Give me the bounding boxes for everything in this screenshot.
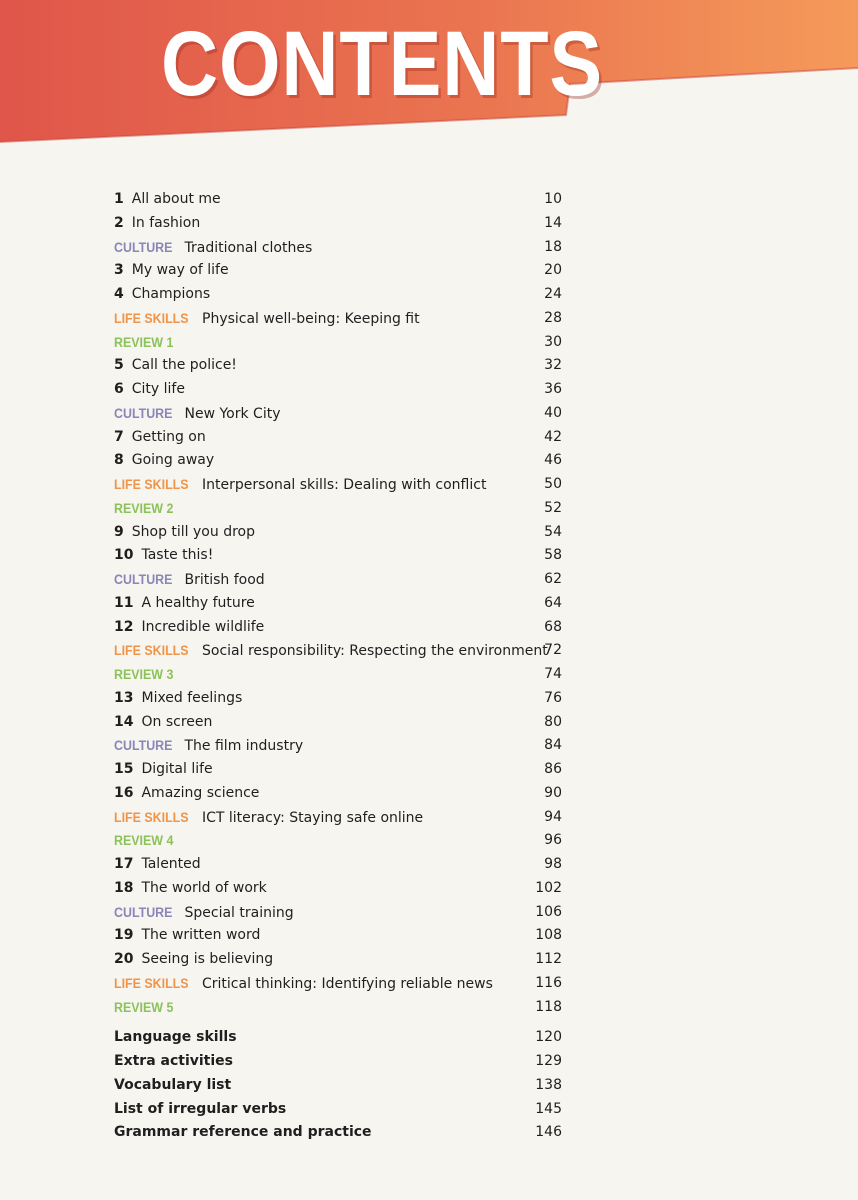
toc-entry[interactable] — [114, 853, 562, 877]
page-number: 90 — [544, 784, 562, 801]
toc-entry[interactable] — [114, 307, 562, 331]
entry-title: ICT literacy: Staying safe online — [202, 809, 424, 826]
page-number: 54 — [544, 523, 562, 540]
page-number: 74 — [544, 666, 562, 682]
section-tag: REVIEW 5 — [114, 999, 174, 1015]
unit-number: 11 — [114, 594, 134, 611]
entry-title: Traditional clothes — [184, 239, 313, 256]
entry-title: In fashion — [131, 214, 201, 231]
page-number: 58 — [544, 547, 562, 564]
toc-entry-text — [114, 639, 548, 664]
section-tag: REVIEW 3 — [114, 667, 174, 682]
toc-entry[interactable] — [114, 331, 562, 355]
page-number: 98 — [544, 856, 562, 872]
toc-entry-text — [114, 996, 186, 1021]
entry-title: Mixed feelings — [141, 689, 243, 706]
toc-entry-text — [114, 806, 423, 831]
entry-title: Taste this! — [141, 547, 214, 564]
toc-entry-text — [114, 972, 493, 997]
entry-title: Getting on — [131, 428, 206, 445]
unit-number: 15 — [114, 761, 134, 777]
page-number: 145 — [535, 1100, 562, 1117]
unit-number: 9 — [114, 523, 124, 540]
section-spacer — [114, 1019, 562, 1026]
entry-title: Physical well-being: Keeping fit — [202, 310, 420, 327]
toc-entry[interactable] — [114, 806, 562, 830]
page-number: 96 — [544, 832, 562, 849]
page-number: 62 — [544, 571, 562, 587]
entry-title: Amazing science — [141, 784, 260, 801]
unit-number: 16 — [114, 784, 134, 801]
toc-entry[interactable] — [114, 829, 562, 853]
toc-entry[interactable] — [114, 449, 562, 473]
entry-title: Interpersonal skills: Dealing with conflict — [202, 477, 487, 493]
page-number: 106 — [535, 903, 562, 920]
unit-number: 1 — [114, 191, 124, 207]
toc-entry-text — [114, 924, 260, 948]
page-number: 68 — [544, 618, 562, 635]
section-tag: LIFE SKILLS — [114, 310, 189, 326]
toc-entry[interactable] — [114, 402, 562, 426]
entry-title: City life — [131, 381, 185, 397]
entry-title: Talented — [141, 856, 201, 872]
entry-title: A healthy future — [141, 594, 255, 611]
unit-number: 20 — [114, 951, 134, 967]
toc-entry-text — [114, 616, 264, 640]
page-number: 18 — [544, 238, 562, 255]
page-number: 94 — [544, 808, 562, 825]
toc-extra-entry[interactable] — [114, 1121, 562, 1145]
entry-title: Champions — [131, 286, 211, 302]
entry-title: Special training — [184, 904, 294, 921]
unit-number: 12 — [114, 618, 134, 635]
entry-title: Extra activities — [114, 1053, 233, 1069]
toc-entry[interactable] — [114, 212, 562, 236]
section-tag: CULTURE — [114, 904, 173, 920]
toc-entry-text — [114, 544, 213, 568]
page-number: 80 — [544, 713, 562, 730]
toc-entry-text — [114, 354, 237, 378]
toc-entry-text — [114, 758, 213, 782]
toc-entry-text — [114, 331, 186, 356]
toc-entry-text — [114, 901, 294, 926]
section-tag: CULTURE — [114, 738, 173, 754]
section-tag: REVIEW 1 — [114, 334, 174, 350]
toc-entry[interactable] — [114, 901, 562, 925]
toc-entry-text — [114, 188, 221, 212]
page-number: 14 — [544, 214, 562, 231]
page-number: 112 — [535, 951, 562, 967]
toc-entry-text — [114, 734, 303, 759]
toc-entry[interactable] — [114, 758, 562, 782]
unit-number: 3 — [114, 262, 124, 279]
toc-entry[interactable] — [114, 711, 562, 735]
toc-entry-text — [114, 521, 255, 545]
entry-title: The written word — [141, 927, 261, 944]
toc-extra-entry[interactable] — [114, 1050, 562, 1074]
toc-entry-text — [114, 711, 212, 735]
toc-entry[interactable] — [114, 734, 562, 758]
toc-entry-text — [114, 283, 210, 307]
entry-title: Language skills — [114, 1029, 237, 1046]
entry-title: Incredible wildlife — [141, 618, 265, 635]
toc-entry[interactable] — [114, 877, 562, 901]
toc-entry-text — [114, 402, 281, 427]
unit-number: 5 — [114, 357, 124, 374]
toc-entry[interactable] — [114, 378, 562, 402]
page-number: 118 — [535, 998, 562, 1015]
toc-entry-text — [114, 877, 267, 901]
toc-entry[interactable] — [114, 236, 562, 260]
toc-entry-text — [114, 829, 186, 854]
toc-extra-entry[interactable] — [114, 1098, 562, 1122]
toc-entry-text — [114, 568, 265, 593]
page-number: 116 — [535, 974, 562, 991]
toc-extra-entry[interactable] — [114, 1026, 562, 1050]
toc-entry[interactable] — [114, 259, 562, 283]
section-tag: LIFE SKILLS — [114, 809, 189, 825]
entry-title: Seeing is believing — [141, 951, 274, 967]
toc-entry[interactable] — [114, 639, 562, 663]
entry-title: The world of work — [141, 879, 267, 896]
section-tag: LIFE SKILLS — [114, 477, 189, 492]
entry-title: New York City — [184, 405, 281, 422]
toc-entry-text — [114, 948, 273, 972]
entry-title: Grammar reference and practice — [114, 1124, 372, 1141]
page-title: CONTENTS — [161, 13, 604, 115]
page-number: 20 — [544, 262, 562, 279]
entry-title: Critical thinking: Identifying reliable news — [202, 975, 493, 992]
unit-number: 19 — [114, 927, 134, 944]
toc-entry-text — [114, 592, 255, 616]
toc-entry-text — [114, 378, 185, 402]
page-number: 42 — [544, 428, 562, 445]
section-tag: REVIEW 2 — [114, 500, 174, 516]
toc-entry[interactable] — [114, 616, 562, 640]
toc-entry[interactable] — [114, 354, 562, 378]
page-number: 50 — [544, 476, 562, 492]
unit-number: 6 — [114, 381, 124, 397]
page-number: 129 — [535, 1053, 562, 1069]
toc-entry[interactable] — [114, 426, 562, 450]
toc-entry[interactable] — [114, 687, 562, 711]
unit-number: 14 — [114, 713, 134, 730]
page-number: 146 — [535, 1124, 562, 1141]
section-tag: LIFE SKILLS — [114, 975, 189, 991]
section-tag: LIFE SKILLS — [114, 643, 189, 659]
toc-entry[interactable] — [114, 996, 562, 1020]
toc-entry[interactable] — [114, 592, 562, 616]
page-number: 10 — [544, 191, 562, 207]
toc-entry[interactable] — [114, 521, 562, 545]
toc-extra-entry[interactable] — [114, 1074, 562, 1098]
toc-entry-text — [114, 449, 214, 473]
section-tag: REVIEW 4 — [114, 833, 174, 849]
unit-number: 10 — [114, 547, 134, 564]
section-tag: CULTURE — [114, 572, 173, 587]
toc-entry-text — [114, 236, 312, 261]
entry-title: British food — [184, 572, 265, 588]
page-number: 64 — [544, 594, 562, 611]
toc-entry-text — [114, 663, 186, 688]
toc-entry[interactable] — [114, 782, 562, 806]
page-number: 32 — [544, 357, 562, 374]
page-number: 30 — [544, 333, 562, 350]
page-number: 40 — [544, 404, 562, 421]
toc-entry-text — [114, 259, 229, 283]
section-tag: CULTURE — [114, 405, 173, 421]
toc-entry-text — [114, 212, 200, 236]
entry-title: Vocabulary list — [114, 1076, 232, 1093]
toc-entry[interactable] — [114, 568, 562, 592]
toc-entry[interactable] — [114, 972, 562, 996]
page-number: 86 — [544, 761, 562, 777]
toc-entry[interactable] — [114, 283, 562, 307]
page-number: 46 — [544, 452, 562, 469]
entry-title: My way of life — [131, 262, 229, 279]
unit-number: 13 — [114, 689, 134, 706]
toc-entry[interactable] — [114, 948, 562, 972]
toc-entry-text — [114, 687, 242, 711]
unit-number: 17 — [114, 856, 134, 872]
page-number: 24 — [544, 286, 562, 302]
toc-entry[interactable] — [114, 544, 562, 568]
page-number: 52 — [544, 499, 562, 516]
toc-entry-text — [114, 426, 206, 450]
entry-title: Shop till you drop — [131, 523, 255, 540]
toc-entry[interactable] — [114, 473, 562, 497]
unit-number: 7 — [114, 428, 124, 445]
entry-title: List of irregular verbs — [114, 1100, 287, 1117]
table-of-contents — [114, 188, 562, 1145]
page-number: 84 — [544, 737, 562, 754]
page-number: 36 — [544, 381, 562, 397]
toc-entry[interactable] — [114, 497, 562, 521]
entry-title: Digital life — [141, 761, 213, 777]
toc-entry[interactable] — [114, 924, 562, 948]
entry-title: Going away — [131, 452, 215, 469]
page-number: 102 — [535, 879, 562, 896]
entry-title: The film industry — [184, 738, 304, 755]
page-number: 72 — [544, 642, 562, 659]
page-number: 138 — [535, 1076, 562, 1093]
toc-entry-text — [114, 497, 186, 522]
page-number: 120 — [535, 1029, 562, 1046]
toc-entry[interactable] — [114, 663, 562, 687]
toc-entry-text — [114, 853, 201, 877]
unit-number: 18 — [114, 879, 134, 896]
unit-number: 2 — [114, 214, 124, 231]
page-number: 28 — [544, 309, 562, 326]
entry-title: On screen — [141, 713, 213, 730]
page-number: 108 — [535, 927, 562, 944]
entry-title: Call the police! — [131, 357, 237, 374]
toc-entry-text — [114, 782, 259, 806]
toc-entry-text — [114, 473, 486, 498]
toc-entry-text — [114, 307, 420, 332]
unit-number: 4 — [114, 286, 124, 302]
unit-number: 8 — [114, 452, 124, 469]
entry-title: Social responsibility: Respecting the environment — [202, 643, 548, 660]
page-number: 76 — [544, 689, 562, 706]
entry-title: All about me — [131, 191, 221, 207]
toc-entry[interactable] — [114, 188, 562, 212]
section-tag: CULTURE — [114, 239, 173, 255]
